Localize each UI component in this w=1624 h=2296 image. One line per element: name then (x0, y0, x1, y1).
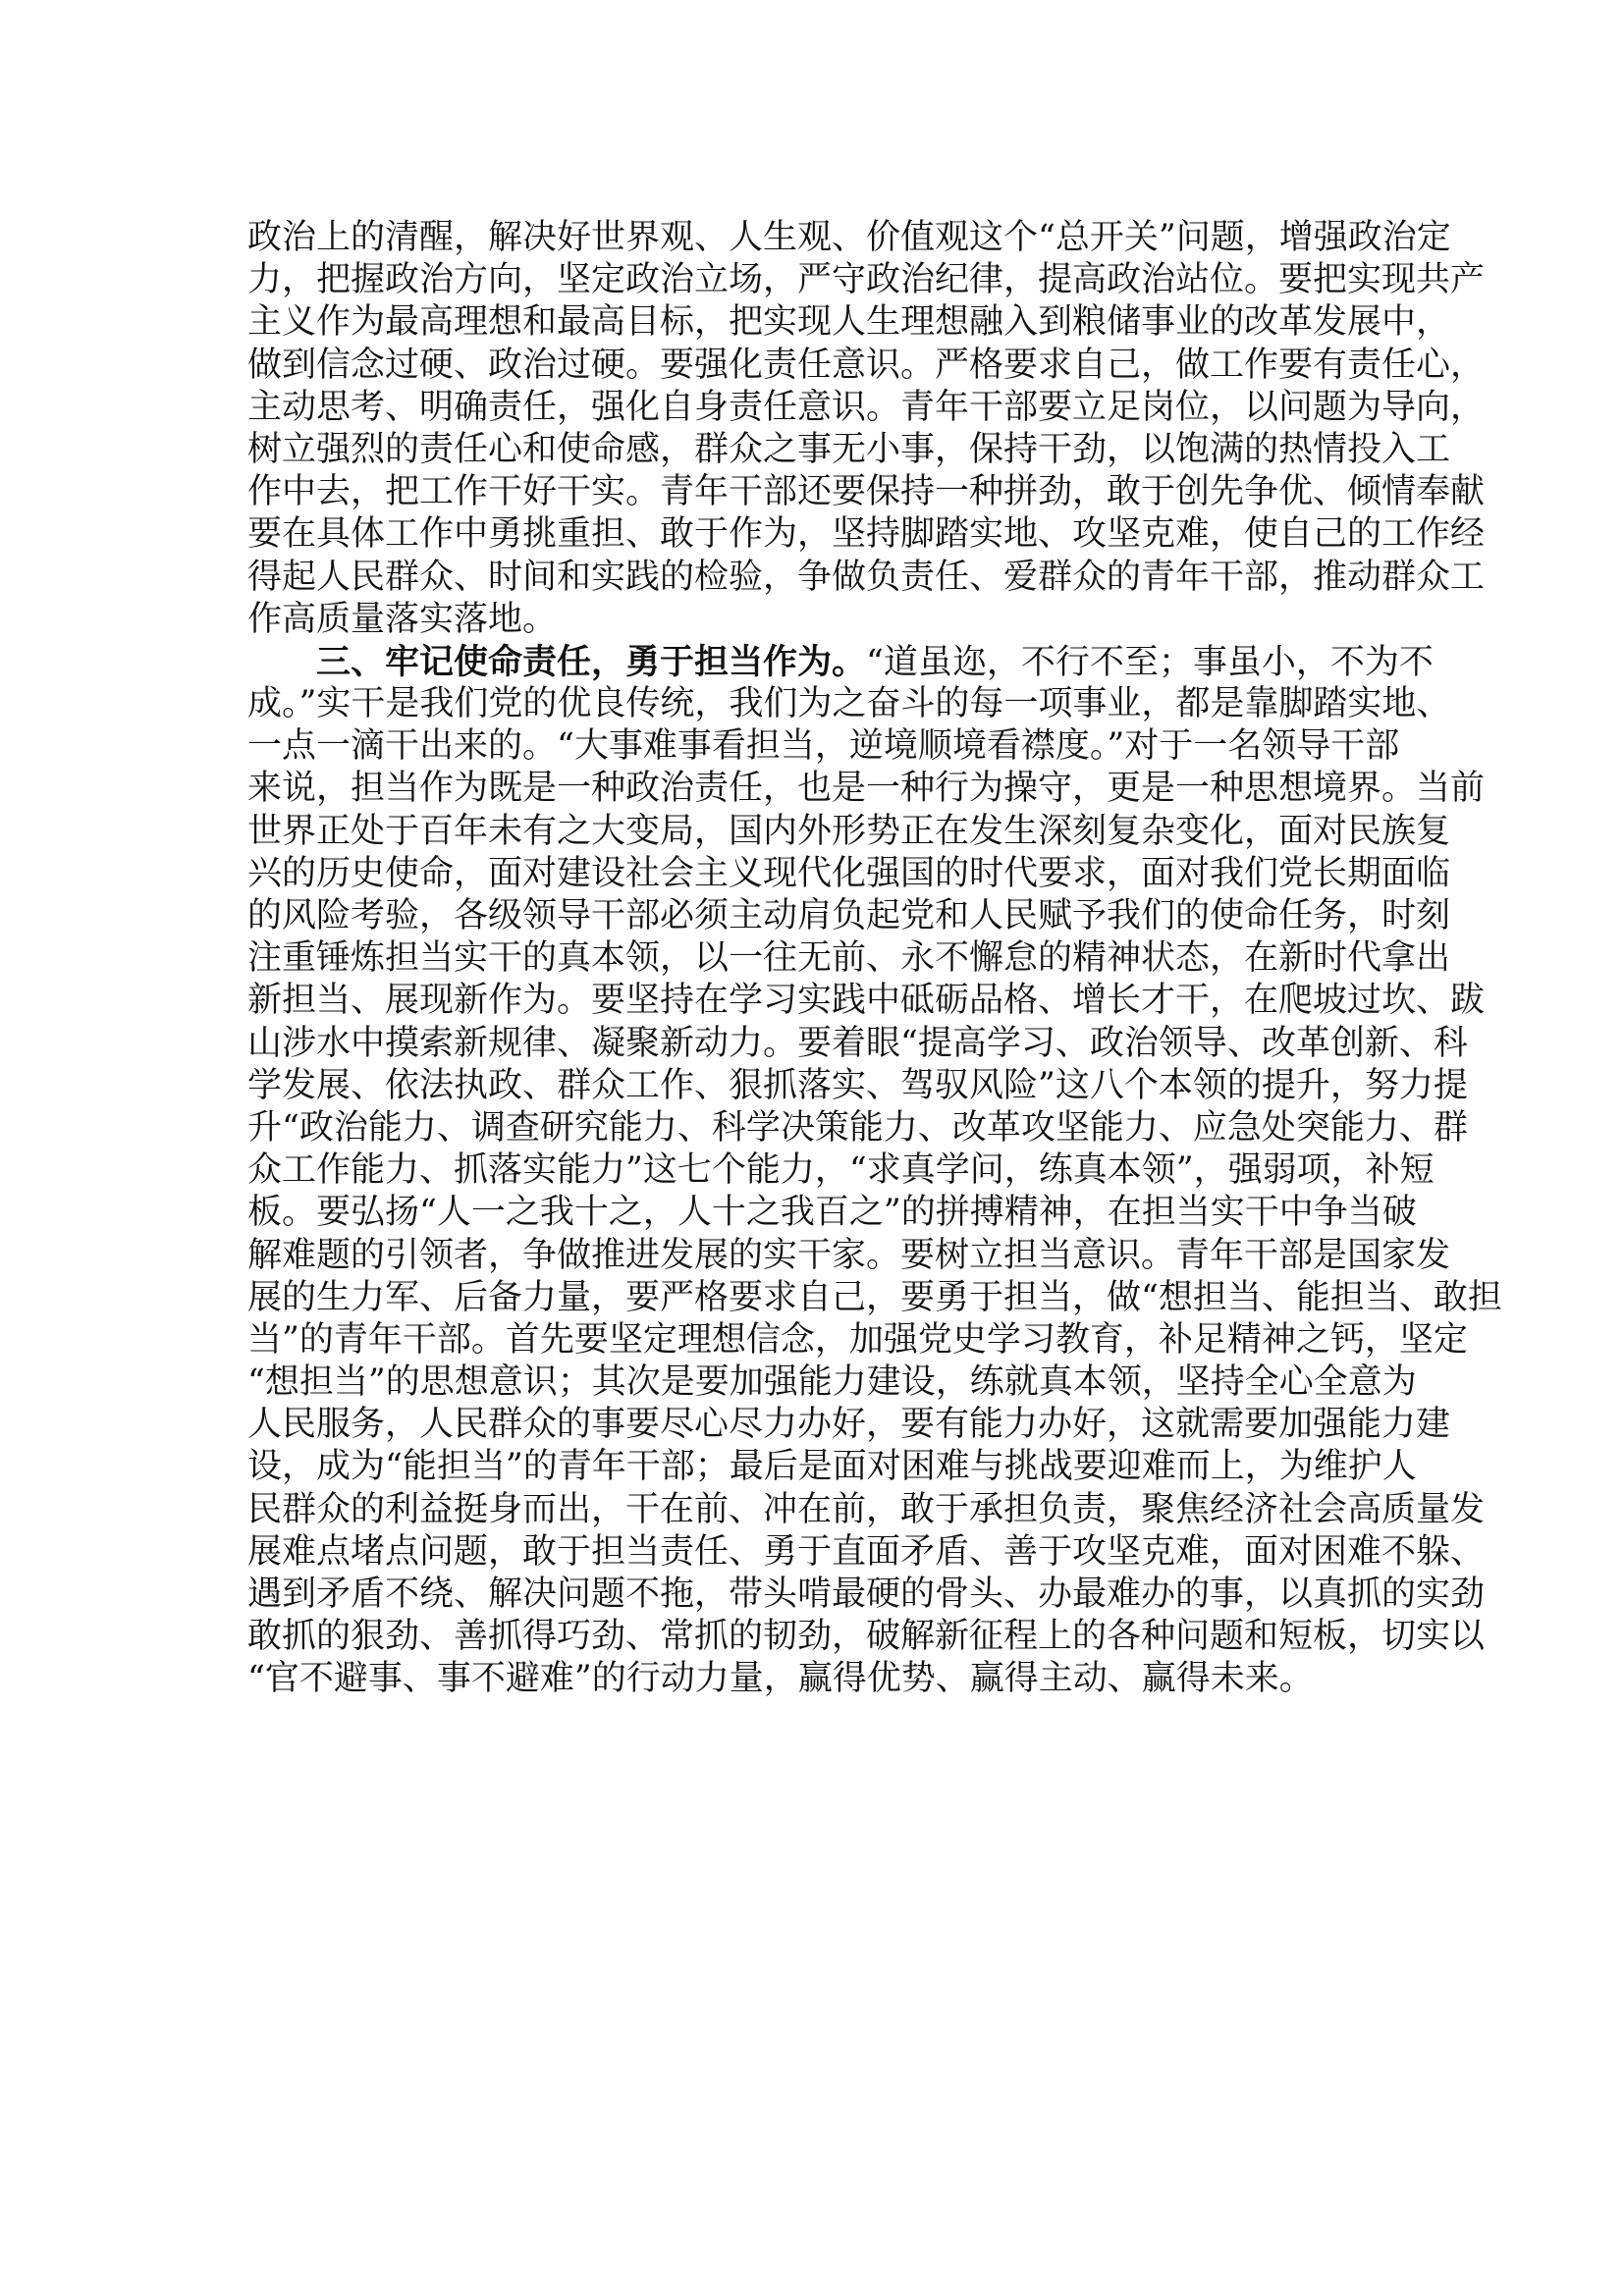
text-line: 当”的青年干部。首先要坚定理想信念，加强党史学习教育，补足精神之钙，坚定 (247, 1319, 1468, 1360)
text-line: 做到信念过硬、政治过硬。要强化责任意识。严格要求自己，做工作要有责任心， (247, 345, 1486, 385)
text-line: 升“政治能力、调查研究能力、科学决策能力、改革攻坚能力、应急处突能力、群 (247, 1107, 1468, 1148)
section-heading: 三、牢记使命责任，勇于担当作为。 (316, 641, 867, 682)
document-body (247, 217, 1502, 1701)
text-line: 板。要弘扬“人一之我十之，人十之我百之”的拼搏精神，在担当实干中争当破 (247, 1193, 1417, 1233)
text-line: 作高质量落实落地。 (247, 599, 558, 639)
text-line: 作中去，把工作干好干实。青年干部还要保持一种拼劲，敢于创先争优、倾情奉献 (247, 472, 1486, 512)
text-line: 树立强烈的责任心和使命感，群众之事无小事，保持干劲，以饱满的热情投入工 (247, 429, 1451, 469)
text-line: 民群众的利益挺身而出，干在前、冲在前，敢于承担负责，聚焦经济社会高质量发 (247, 1489, 1486, 1529)
text-line: “想担当”的思想意识；其次是要加强能力建设，练就真本领，坚持全心全意为 (247, 1362, 1417, 1403)
text-line: 世界正处于百年未有之大变局，国内外形势正在发生深刻复杂变化，面对民族复 (247, 811, 1451, 851)
text-line: 成。”实干是我们党的优良传统，我们为之奋斗的每一项事业，都是靠脚踏实地、 (247, 684, 1451, 724)
text-line: 政治上的清醒，解决好世界观、人生观、价值观这个“总开关”问题，增强政治定 (247, 218, 1451, 257)
text-line: 众工作能力、抓落实能力”这七个能力，“求真学问，练真本领”，强弱项，补短 (247, 1150, 1435, 1191)
text-line: 学发展、依法执政、群众工作、狠抓落实、驾驭风险”这八个本领的提升，努力提 (247, 1065, 1468, 1105)
text-line: 主动思考、明确责任，强化自身责任意识。青年干部要立足岗位，以问题为导向， (247, 387, 1486, 427)
text-line (247, 641, 1434, 683)
text-line: 设，成为“能担当”的青年干部；最后是面对困难与挑战要迎难而上，为维护人 (247, 1447, 1417, 1487)
text-line-content: “道虽迩，不行不至；事虽小，不为不 (866, 642, 1434, 682)
text-line: 人民服务，人民群众的事要尽心尽力办好，要有能力办好，这就需要加强能力建 (247, 1405, 1451, 1445)
text-line: 得起人民群众、时间和实践的检验，争做负责任、爱群众的青年干部，推动群众工 (247, 557, 1486, 597)
paragraph (247, 641, 1502, 1701)
text-line: 一点一滴干出来的。“大事难事看担当，逆境顺境看襟度。”对于一名领导干部 (247, 726, 1400, 767)
paragraph (247, 217, 1486, 641)
text-line: 展的生力军、后备力量，要严格要求自己，要勇于担当，做“想担当、能担当、敢担 (247, 1277, 1502, 1317)
text-line: 展难点堵点问题，敢于担当责任、勇于直面矛盾、善于攻坚克难，面对困难不躲、 (247, 1531, 1486, 1572)
text-line: 来说，担当作为既是一种政治责任，也是一种行为操守，更是一种思想境界。当前 (247, 769, 1486, 809)
text-line: “官不避事、事不避难”的行动力量，赢得优势、赢得主动、赢得未来。 (247, 1659, 1314, 1699)
text-line: 要在具体工作中勇挑重担、敢于作为，坚持脚踏实地、攻坚克难，使自己的工作经 (247, 514, 1486, 555)
text-line: 力，把握政治方向，坚定政治立场，严守政治纪律，提高政治站位。要把实现共产 (247, 260, 1486, 300)
text-line: 注重锤炼担当实干的真本领，以一往无前、永不懈怠的精神状态，在新时代拿出 (247, 938, 1451, 979)
text-line: 兴的历史使命，面对建设社会主义现代化强国的时代要求，面对我们党长期面临 (247, 853, 1451, 893)
text-line: 主义作为最高理想和最高目标，把实现人生理想融入到粮储事业的改革发展中， (247, 302, 1451, 343)
text-line: 解难题的引领者，争做推进发展的实干家。要树立担当意识。青年干部是国家发 (247, 1235, 1451, 1275)
text-line: 山涉水中摸索新规律、凝聚新动力。要着眼“提高学习、政治领导、改革创新、科 (247, 1023, 1468, 1063)
text-line: 的风险考验，各级领导干部必须主动肩负起党和人民赋予我们的使命任务，时刻 (247, 896, 1451, 935)
text-line: 新担当、展现新作为。要坚持在学习实践中砥砺品格、增长才干，在爬坡过坎、跋 (247, 981, 1486, 1021)
text-line: 遇到矛盾不绕、解决问题不拖，带头啃最硬的骨头、办最难办的事，以真抓的实劲 (247, 1575, 1486, 1614)
text-line: 敢抓的狠劲、善抓得巧劲、常抓的韧劲，破解新征程上的各种问题和短板，切实以 (247, 1617, 1486, 1657)
